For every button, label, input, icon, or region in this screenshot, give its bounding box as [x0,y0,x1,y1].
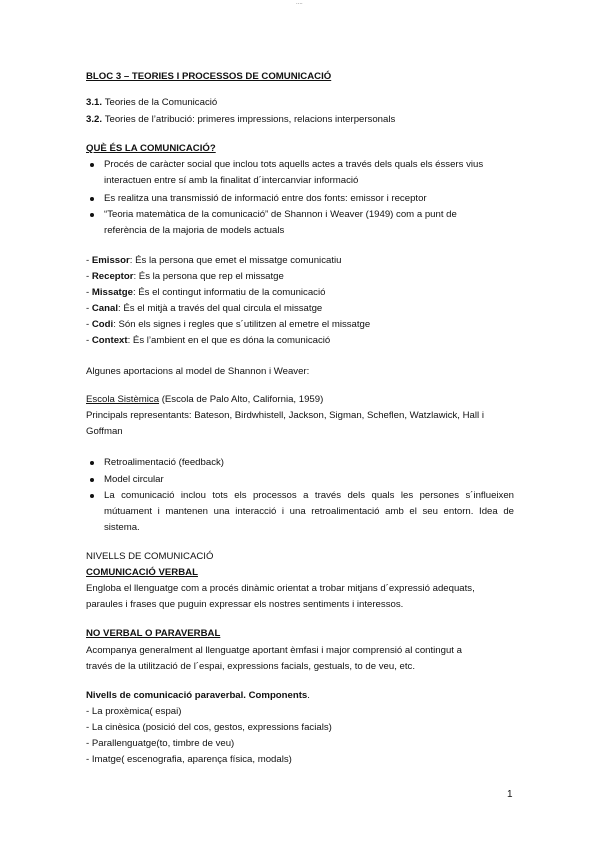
escola-sistemica: Escola Sistèmica (Escola de Palo Alto, California, 1959) [86,394,324,405]
bullet-icon [90,213,94,217]
escola-bullet-1: Retroalimentació (feedback) [104,457,224,468]
section-3-1: 3.1. Teories de la Comunicació [86,97,218,108]
top-mark: .... [296,0,303,6]
noverbal-line-1: Acompanya generalment al llenguatge aportant èmfasi i major comprensió al contingut a [86,645,462,656]
aportacions-intro: Algunes aportacions al model de Shannon i Weaver: [86,366,310,377]
component-parallenguatge: - Parallenguatge(to, timbre de veu) [86,738,235,749]
element-missatge: - Missatge: És el contingut informatiu de la comunicació [86,287,326,298]
que-es-bullet-3-line-2: referència de la majoria de models actuals [104,225,285,236]
bullet-icon [90,494,94,498]
escola-bullet-3-line-2: mútuament i mantenen una interacció i una retroalimentació amb el seu entorn. Idea de [104,506,514,517]
element-context: - Context: És l’ambient en el que es dóna la comunicació [86,335,331,346]
bullet-icon [90,461,94,465]
que-es-bullet-1-line-2: interactuen entre sí amb la finalitat d´intercanviar informació [104,175,359,186]
escola-bullet-3-line-1: La comunicació inclou tots els processos a través dels quals les persones s´influeixen [104,490,514,501]
escola-bullet-3-line-3: sistema. [104,522,140,533]
component-imatge: - Imatge( escenografia, aparença física, modals) [86,754,292,765]
component-proxemica: - La proxèmica( espai) [86,706,182,717]
document-heading: BLOC 3 – TEORIES I PROCESSOS DE COMUNICACIÓ [86,71,332,82]
element-emissor: - Emissor: És la persona que emet el missatge comunicatiu [86,255,342,266]
page-number: 1 [507,789,513,800]
que-es-bullet-3-line-1: “Teoria matemàtica de la comunicació” de Shannon i Weaver (1949) com a punt de [104,209,457,220]
component-cinesica: - La cinèsica (posició del cos, gestos, expressions facials) [86,722,332,733]
representants-line-1: Principals representants: Bateson, Birdwhistell, Jackson, Sigman, Scheflen, Watzlawick, Hall i [86,410,484,421]
bullet-icon [90,163,94,167]
components-title: Nivells de comunicació paraverbal. Components. [86,690,310,701]
bullet-icon [90,197,94,201]
section-3-2: 3.2. Teories de l’atribució: primeres impressions, relacions interpersonals [86,114,396,125]
bullet-icon [90,478,94,482]
escola-bullet-2: Model circular [104,474,164,485]
que-es-title: QUÈ ÉS LA COMUNICACIÓ? [86,143,216,154]
noverbal-title: NO VERBAL O PARAVERBAL [86,628,221,639]
que-es-bullet-1-line-1: Procés de caràcter social que inclou tots aquells actes a través dels quals els éssers vius [104,159,484,170]
element-canal: - Canal: És el mitjà a través del qual circula el missatge [86,303,323,314]
nivells-title: NIVELLS DE COMUNICACIÓ [86,551,214,562]
verbal-line-1: Engloba el llenguatge com a procés dinàmic orientat a trobar mitjans d´expressió adequats, [86,583,475,594]
element-receptor: - Receptor: És la persona que rep el missatge [86,271,284,282]
representants-line-2: Goffman [86,426,123,437]
verbal-title: COMUNICACIÓ VERBAL [86,567,198,578]
noverbal-line-2: través de la utilització de l´espai, expressions facials, gestuals, to de veu, etc. [86,661,416,672]
que-es-bullet-2: Es realitza una transmissió de informació entre dos fonts: emissor i receptor [104,193,427,204]
element-codi: - Codi: Són els signes i regles que s´utilitzen al emetre el missatge [86,319,371,330]
verbal-line-2: paraules i frases que puguin expressar els nostres sentiments i interessos. [86,599,404,610]
